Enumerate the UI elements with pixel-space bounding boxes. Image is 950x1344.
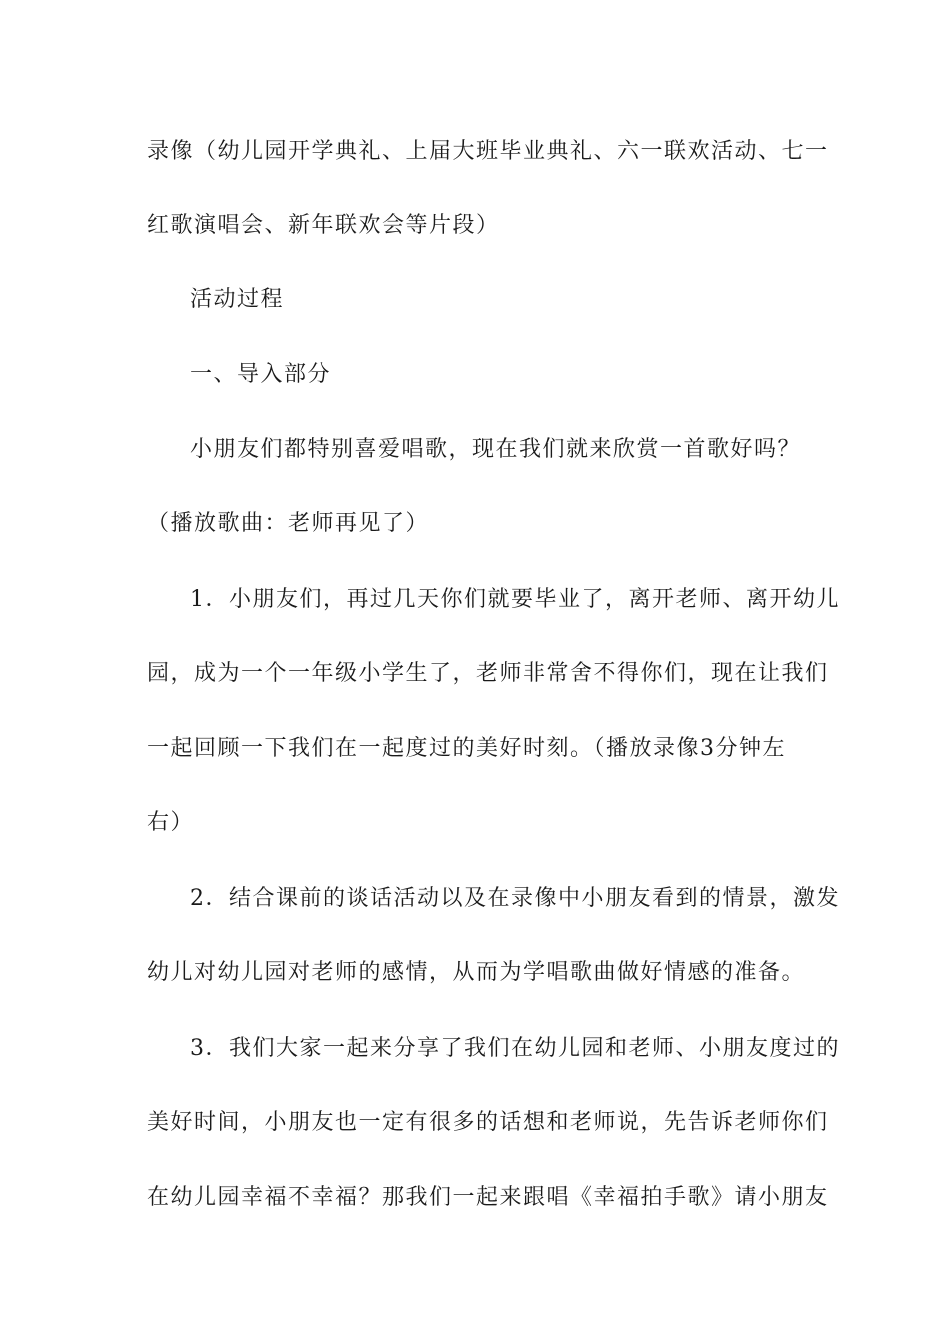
- list-item-1-line-3: 一起回顾一下我们在一起度过的美好时刻。（播放录像3分钟左: [147, 736, 786, 761]
- list-item-3-line-3: 在幼儿园幸福不幸福？那我们一起来跟唱《幸福拍手歌》请小朋友: [147, 1185, 829, 1210]
- text-line-5: 小朋友们都特别喜爱唱歌，现在我们就来欣赏一首歌好吗？: [190, 437, 802, 462]
- list-item-3-line-1: 3．我们大家一起来分享了我们在幼儿园和老师、小朋友度过的: [190, 1036, 840, 1061]
- list-item-2-line-1: 2．结合课前的谈话活动以及在录像中小朋友看到的情景，激发: [190, 886, 840, 911]
- list-item-1-line-1: 1．小朋友们，再过几天你们就要毕业了，离开老师、离开幼儿: [190, 587, 840, 612]
- list-item-1-line-2: 园，成为一个一年级小学生了，老师非常舍不得你们，现在让我们: [147, 661, 829, 686]
- text-line-2: 红歌演唱会、新年联欢会等片段）: [147, 213, 500, 238]
- section-heading-introduction: 一、导入部分: [190, 362, 332, 387]
- text-line-6: （播放歌曲：老师再见了）: [147, 511, 430, 536]
- list-item-3-line-2: 美好时间，小朋友也一定有很多的话想和老师说，先告诉老师你们: [147, 1110, 829, 1135]
- text-line-1: 录像（幼儿园开学典礼、上届大班毕业典礼、六一联欢活动、七一: [147, 139, 829, 164]
- list-item-2-line-2: 幼儿对幼儿园对老师的感情，从而为学唱歌曲做好情感的准备。: [147, 960, 806, 985]
- section-heading-activity-process: 活动过程: [190, 287, 285, 312]
- list-item-1-line-4: 右）: [147, 810, 195, 835]
